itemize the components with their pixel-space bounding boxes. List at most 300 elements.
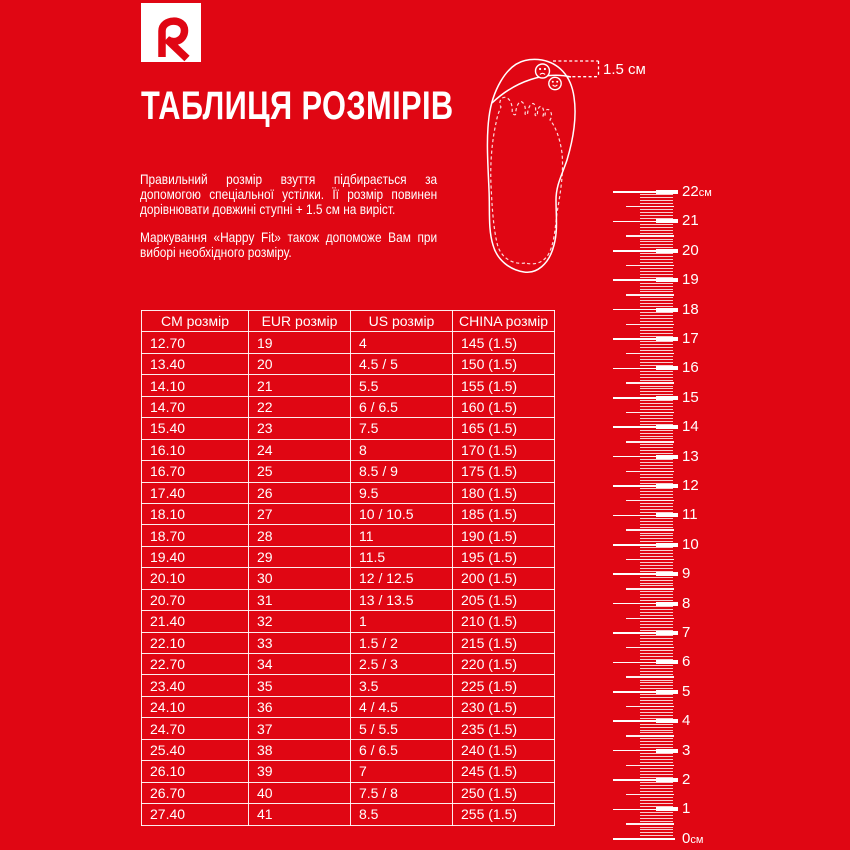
ruler-mm-tick xyxy=(640,785,673,786)
ruler-mm-tick xyxy=(640,447,673,448)
ruler-mm-tick xyxy=(640,568,673,569)
size-table-body xyxy=(142,332,555,825)
ruler-mm-tick xyxy=(640,200,673,201)
ruler-mm-tick xyxy=(640,371,673,372)
ruler-mm-tick xyxy=(640,239,673,240)
ruler-mm-tick xyxy=(640,386,673,387)
table-cell: 235 (1.5) xyxy=(453,718,555,739)
ruler-mm-tick xyxy=(640,527,673,528)
table-cell: 225 (1.5) xyxy=(453,675,555,696)
ruler-cm-bold-tick xyxy=(656,631,678,635)
ruler-cm-bold-tick xyxy=(656,249,678,253)
ruler-cm-tick xyxy=(613,838,675,840)
ruler-mm-tick xyxy=(640,306,673,307)
ruler-mm-tick xyxy=(640,212,673,213)
ruler-mm-tick xyxy=(640,821,673,822)
table-cell: 1.5 / 2 xyxy=(351,632,453,653)
ruler-cm-tick xyxy=(613,368,678,370)
ruler-mm-tick xyxy=(640,782,673,783)
ruler-mm-tick xyxy=(640,374,673,375)
ruler-mm-tick xyxy=(640,685,673,686)
ruler-cm-tick xyxy=(613,662,678,664)
table-row xyxy=(142,718,555,739)
table-cell: 230 (1.5) xyxy=(453,696,555,717)
ruler-mm-tick xyxy=(640,341,673,342)
table-cell: 16.70 xyxy=(142,461,249,482)
ruler-label: 18 xyxy=(682,300,699,318)
ruler-mm-tick xyxy=(640,277,673,278)
ruler-mm-tick xyxy=(640,832,673,833)
ruler-half-tick xyxy=(626,647,674,648)
table-row xyxy=(142,782,555,803)
ruler-mm-tick xyxy=(640,215,673,216)
table-row xyxy=(142,546,555,567)
ruler-mm-tick xyxy=(640,247,673,248)
table-cell: 19.40 xyxy=(142,546,249,567)
ruler-label: 21 xyxy=(682,212,699,230)
ruler-mm-tick xyxy=(640,483,673,484)
ruler-mm-tick xyxy=(640,571,673,572)
table-cell: 22.70 xyxy=(142,654,249,675)
ruler-mm-tick xyxy=(640,503,673,504)
table-cell: 25 xyxy=(249,461,351,482)
ruler-half-tick xyxy=(626,588,674,589)
ruler-mm-tick xyxy=(640,630,673,631)
ruler-label: 4 xyxy=(682,712,691,730)
ruler-label: 20 xyxy=(682,241,699,259)
table-cell: 8 xyxy=(351,439,453,460)
table-cell: 26.10 xyxy=(142,761,249,782)
table-cell: 6 / 6.5 xyxy=(351,396,453,417)
ruler-mm-tick xyxy=(640,615,673,616)
ruler-mm-tick xyxy=(640,585,673,586)
ruler-half-tick xyxy=(626,529,674,530)
table-row xyxy=(142,804,555,825)
table-cell: 14.10 xyxy=(142,375,249,396)
ruler-mm-tick xyxy=(640,627,673,628)
ruler-mm-tick xyxy=(640,297,673,298)
ruler-cm-bold-tick xyxy=(656,660,678,664)
table-cell: 240 (1.5) xyxy=(453,739,555,760)
ruler-cm-tick xyxy=(613,573,678,575)
ruler-cm-bold-tick xyxy=(656,719,678,723)
ruler-label: 14 xyxy=(682,418,699,436)
ruler-mm-tick xyxy=(640,594,673,595)
table-row xyxy=(142,525,555,546)
ruler-mm-tick xyxy=(640,797,673,798)
table-row xyxy=(142,739,555,760)
table-cell: 23 xyxy=(249,418,351,439)
ruler-mm-tick xyxy=(640,815,673,816)
table-row xyxy=(142,461,555,482)
ruler-mm-tick xyxy=(640,253,673,254)
insole-outline xyxy=(487,59,575,272)
table-cell: 170 (1.5) xyxy=(453,439,555,460)
ruler-mm-tick xyxy=(640,430,673,431)
ruler-mm-tick xyxy=(640,274,673,275)
ruler-label: 15 xyxy=(682,388,699,406)
ruler-mm-tick xyxy=(640,562,673,563)
ruler-mm-tick xyxy=(640,509,673,510)
ruler-mm-tick xyxy=(640,444,673,445)
ruler-mm-tick xyxy=(640,656,673,657)
table-cell: 3.5 xyxy=(351,675,453,696)
table-cell: 2.5 / 3 xyxy=(351,654,453,675)
table-cell: 9.5 xyxy=(351,482,453,503)
ruler-mm-tick xyxy=(640,356,673,357)
ruler-mm-tick xyxy=(640,256,673,257)
ruler-half-tick xyxy=(626,324,674,325)
table-cell: 12.70 xyxy=(142,332,249,353)
intro-line: виборі необхідного розміру. xyxy=(140,244,292,261)
ruler-mm-tick xyxy=(640,680,673,681)
table-row xyxy=(142,611,555,632)
table-cell: 23.40 xyxy=(142,675,249,696)
ruler-mm-tick xyxy=(640,518,673,519)
sad-face-icon xyxy=(536,64,550,78)
ruler-mm-tick xyxy=(640,241,673,242)
ruler-cm-tick xyxy=(613,720,678,722)
ruler-mm-tick xyxy=(640,688,673,689)
ruler-mm-tick xyxy=(640,774,673,775)
ruler-label: 12 xyxy=(682,477,699,494)
table-row xyxy=(142,568,555,589)
ruler-mm-tick xyxy=(640,262,673,263)
table-row xyxy=(142,439,555,460)
table-cell: 24.70 xyxy=(142,718,249,739)
ruler-cm-bold-tick xyxy=(656,190,678,194)
ruler-half-tick xyxy=(626,735,674,736)
ruler-mm-tick xyxy=(640,553,673,554)
ruler-label: 16 xyxy=(682,359,699,377)
ruler-mm-tick xyxy=(640,624,673,625)
ruler-half-tick xyxy=(626,823,674,824)
ruler-label: 6 xyxy=(682,653,691,671)
ruler-mm-tick xyxy=(640,724,673,725)
ruler-cm-tick xyxy=(613,515,678,517)
ruler-mm-tick xyxy=(640,829,673,830)
table-cell: 7.5 / 8 xyxy=(351,782,453,803)
table-cell: 28 xyxy=(249,525,351,546)
ruler-label: 1 xyxy=(682,800,691,818)
intro-line: Правильний розмір взуття підбирається за xyxy=(140,171,438,187)
ruler-mm-tick xyxy=(640,703,673,704)
ruler-cm-bold-tick xyxy=(656,690,678,694)
ruler-mm-tick xyxy=(640,803,673,804)
ruler-mm-tick xyxy=(640,344,673,345)
table-cell: 13.40 xyxy=(142,353,249,374)
ruler-cm-bold-tick xyxy=(656,778,678,782)
ruler-label: 19 xyxy=(682,271,699,289)
ruler-mm-tick xyxy=(640,521,673,522)
ruler-mm-tick xyxy=(640,286,673,287)
ruler-mm-tick xyxy=(640,606,673,607)
ruler-mm-tick xyxy=(640,203,673,204)
ruler-mm-tick xyxy=(640,621,673,622)
ruler-mm-tick xyxy=(640,406,673,407)
ruler-mm-tick xyxy=(640,609,673,610)
ruler-cm-tick xyxy=(613,426,678,428)
table-cell: 155 (1.5) xyxy=(453,375,555,396)
table-cell: 24 xyxy=(249,439,351,460)
ruler-half-tick xyxy=(626,235,674,236)
table-cell: 250 (1.5) xyxy=(453,782,555,803)
ruler-mm-tick xyxy=(640,359,673,360)
ruler-mm-tick xyxy=(640,197,673,198)
ruler-mm-tick xyxy=(640,321,673,322)
table-cell: 37 xyxy=(249,718,351,739)
ruler-mm-tick xyxy=(640,612,673,613)
table-cell: 33 xyxy=(249,632,351,653)
ruler-mm-tick xyxy=(640,453,673,454)
ruler-cm-tick xyxy=(613,632,678,634)
ruler-mm-tick xyxy=(640,230,673,231)
table-cell: 215 (1.5) xyxy=(453,632,555,653)
ruler-half-tick xyxy=(626,794,674,795)
ruler-mm-tick xyxy=(640,291,673,292)
ruler-mm-tick xyxy=(640,818,673,819)
table-cell: 36 xyxy=(249,696,351,717)
table-cell: 20.10 xyxy=(142,568,249,589)
ruler-mm-tick xyxy=(640,474,673,475)
ruler-cm-bold-tick xyxy=(656,425,678,429)
ruler-mm-tick xyxy=(640,644,673,645)
ruler-mm-tick xyxy=(640,315,673,316)
ruler-cm-bold-tick xyxy=(656,396,678,400)
ruler-half-tick xyxy=(626,206,674,207)
ruler-cm-bold-tick xyxy=(656,602,678,606)
ruler-mm-tick xyxy=(640,409,673,410)
column-header-eur: EUR розмір xyxy=(249,311,351,332)
ruler-cm-tick xyxy=(613,750,678,752)
table-cell: 18.70 xyxy=(142,525,249,546)
ruler-mm-tick xyxy=(640,565,673,566)
table-cell: 39 xyxy=(249,761,351,782)
column-header-us: US розмір xyxy=(351,311,453,332)
ruler-mm-tick xyxy=(640,433,673,434)
ruler-label: 11 xyxy=(682,506,698,524)
ruler-cm-tick xyxy=(613,250,678,252)
ruler-mm-tick xyxy=(640,641,673,642)
table-cell: 4 / 4.5 xyxy=(351,696,453,717)
ruler-mm-tick xyxy=(640,715,673,716)
happy-face-icon xyxy=(549,77,561,89)
ruler-mm-tick xyxy=(640,350,673,351)
ruler-mm-tick xyxy=(640,330,673,331)
ruler-mm-tick xyxy=(640,744,673,745)
table-cell: 34 xyxy=(249,654,351,675)
table-cell: 185 (1.5) xyxy=(453,503,555,524)
ruler-mm-tick xyxy=(640,424,673,425)
ruler-half-tick xyxy=(626,765,674,766)
table-row xyxy=(142,418,555,439)
table-cell: 180 (1.5) xyxy=(453,482,555,503)
ruler-mm-tick xyxy=(640,771,673,772)
ruler-mm-tick xyxy=(640,712,673,713)
ruler-mm-tick xyxy=(640,694,673,695)
table-cell: 18.10 xyxy=(142,503,249,524)
ruler-mm-tick xyxy=(640,491,673,492)
ruler-mm-tick xyxy=(640,459,673,460)
ruler-mm-tick xyxy=(640,421,673,422)
ruler-mm-tick xyxy=(640,800,673,801)
ruler-cm-tick xyxy=(613,338,678,340)
ruler-cm-tick xyxy=(613,397,678,399)
ruler-label: 13 xyxy=(682,447,699,465)
table-cell: 26.70 xyxy=(142,782,249,803)
ruler-mm-tick xyxy=(640,638,673,639)
ruler-mm-tick xyxy=(640,747,673,748)
ruler-label: 22см xyxy=(682,183,712,200)
ruler-mm-tick xyxy=(640,506,673,507)
ruler-mm-tick xyxy=(640,303,673,304)
ruler-mm-tick xyxy=(640,436,673,437)
ruler-mm-tick xyxy=(640,583,673,584)
measurement-label: 1.5 см xyxy=(603,61,646,78)
ruler-half-tick xyxy=(626,676,674,677)
ruler-mm-tick xyxy=(640,450,673,451)
ruler-mm-tick xyxy=(640,556,673,557)
ruler-mm-tick xyxy=(640,580,673,581)
table-cell: 22.10 xyxy=(142,632,249,653)
table-cell: 19 xyxy=(249,332,351,353)
ruler-mm-tick xyxy=(640,835,673,836)
ruler-label: 17 xyxy=(682,330,699,347)
intro-line: допомогою спеціальної устілки. Її розмір повинен xyxy=(140,186,438,203)
ruler-mm-tick xyxy=(640,524,673,525)
table-cell: 24.10 xyxy=(142,696,249,717)
ruler-half-tick xyxy=(626,265,674,266)
ruler-mm-tick xyxy=(640,697,673,698)
ruler-mm-tick xyxy=(640,738,673,739)
table-cell: 38 xyxy=(249,739,351,760)
table-row xyxy=(142,632,555,653)
ruler-half-tick xyxy=(626,706,674,707)
ruler-mm-tick xyxy=(640,283,673,284)
table-cell: 5.5 xyxy=(351,375,453,396)
table-cell: 210 (1.5) xyxy=(453,611,555,632)
ruler-mm-tick xyxy=(640,665,673,666)
ruler-mm-tick xyxy=(640,462,673,463)
foot-outline-dashed xyxy=(491,97,563,264)
table-cell: 27 xyxy=(249,503,351,524)
ruler-mm-tick xyxy=(640,268,673,269)
ruler-mm-tick xyxy=(640,777,673,778)
table-cell: 11 xyxy=(351,525,453,546)
ruler-cm-bold-tick xyxy=(656,308,678,312)
ruler-mm-tick xyxy=(640,653,673,654)
table-cell: 8.5 / 9 xyxy=(351,461,453,482)
table-cell: 27.40 xyxy=(142,804,249,825)
ruler-mm-tick xyxy=(640,577,673,578)
ruler-mm-tick xyxy=(640,391,673,392)
intro-line: дорівнювати довжині ступні + 1.5 см на виріст. xyxy=(140,201,396,218)
ruler-half-tick xyxy=(626,441,674,442)
ruler-mm-tick xyxy=(640,730,673,731)
ruler-mm-tick xyxy=(640,732,673,733)
ruler-mm-tick xyxy=(640,218,673,219)
ruler-cm-tick xyxy=(613,456,678,458)
ruler-mm-tick xyxy=(640,480,673,481)
ruler-cm-bold-tick xyxy=(656,807,678,811)
table-cell: 14.70 xyxy=(142,396,249,417)
ruler-cm-tick xyxy=(613,544,678,546)
table-row xyxy=(142,696,555,717)
table-cell: 21.40 xyxy=(142,611,249,632)
ruler-mm-tick xyxy=(640,494,673,495)
ruler-mm-tick xyxy=(640,535,673,536)
table-cell: 195 (1.5) xyxy=(453,546,555,567)
ruler-mm-tick xyxy=(640,812,673,813)
table-cell: 41 xyxy=(249,804,351,825)
table-cell: 16.10 xyxy=(142,439,249,460)
table-row xyxy=(142,332,555,353)
ruler-half-tick xyxy=(626,412,674,413)
table-cell: 29 xyxy=(249,546,351,567)
ruler-cm-bold-tick xyxy=(656,484,678,488)
ruler-mm-tick xyxy=(640,497,673,498)
ruler-mm-tick xyxy=(640,438,673,439)
column-header-china: CHINA розмір xyxy=(453,311,555,332)
ruler-mm-tick xyxy=(640,362,673,363)
ruler-mm-tick xyxy=(640,289,673,290)
table-cell: 11.5 xyxy=(351,546,453,567)
table-cell: 30 xyxy=(249,568,351,589)
table-row xyxy=(142,503,555,524)
ruler-mm-tick xyxy=(640,336,673,337)
ruler-half-tick xyxy=(626,559,674,560)
table-cell: 4.5 / 5 xyxy=(351,353,453,374)
ruler-cm-bold-tick xyxy=(656,337,678,341)
table-row xyxy=(142,589,555,610)
ruler-half-tick xyxy=(626,294,674,295)
ruler-mm-tick xyxy=(640,756,673,757)
ruler-cm-bold-tick xyxy=(656,749,678,753)
ruler-cm-bold-tick xyxy=(656,455,678,459)
column-header-cm: CM розмір xyxy=(142,311,249,332)
ruler-mm-tick xyxy=(640,347,673,348)
ruler-mm-tick xyxy=(640,333,673,334)
ruler-mm-tick xyxy=(640,259,673,260)
ruler-cm-tick xyxy=(613,279,678,281)
ruler-mm-tick xyxy=(640,271,673,272)
foot-diagram xyxy=(470,45,610,293)
ruler-cm-bold-tick xyxy=(656,543,678,547)
ruler-mm-tick xyxy=(640,418,673,419)
ruler-cm-tick xyxy=(613,779,678,781)
intro-paragraph-1 xyxy=(140,172,437,218)
ruler-cm-tick xyxy=(613,809,678,811)
ruler-mm-tick xyxy=(640,788,673,789)
ruler-mm-tick xyxy=(640,600,673,601)
ruler-mm-tick xyxy=(640,659,673,660)
ruler-mm-tick xyxy=(640,415,673,416)
table-cell: 20 xyxy=(249,353,351,374)
table-cell: 13 / 13.5 xyxy=(351,589,453,610)
ruler-mm-tick xyxy=(640,768,673,769)
ruler-mm-tick xyxy=(640,718,673,719)
table-cell: 200 (1.5) xyxy=(453,568,555,589)
ruler-mm-tick xyxy=(640,538,673,539)
ruler-mm-tick xyxy=(640,682,673,683)
table-header-row xyxy=(142,311,555,332)
ruler-cm-tick xyxy=(613,309,678,311)
table-cell: 6 / 6.5 xyxy=(351,739,453,760)
ruler-mm-tick xyxy=(640,388,673,389)
table-cell: 7.5 xyxy=(351,418,453,439)
ruler-half-tick xyxy=(626,500,674,501)
table-row xyxy=(142,675,555,696)
